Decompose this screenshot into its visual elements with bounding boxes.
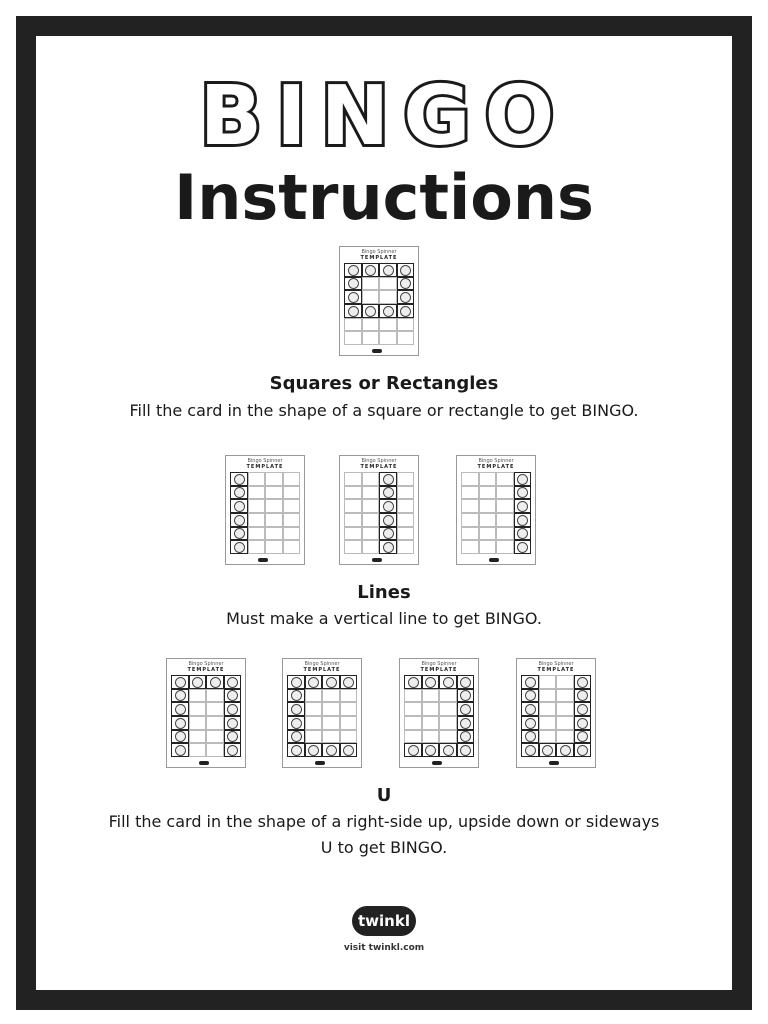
filled-cell <box>287 716 305 730</box>
empty-cell <box>283 540 301 554</box>
u-description-line-2: U to get BINGO. <box>320 838 448 857</box>
bingo-card-u-4 <box>516 658 596 768</box>
filled-cell <box>287 689 305 703</box>
empty-cell <box>344 318 362 332</box>
empty-cell <box>344 472 362 486</box>
empty-cell <box>344 527 362 541</box>
empty-cell <box>422 730 440 744</box>
empty-cell <box>556 730 574 744</box>
empty-cell <box>539 716 557 730</box>
card-subtitle: TEMPLATE <box>420 667 458 673</box>
empty-cell <box>479 472 497 486</box>
card-logo-icon <box>489 558 499 562</box>
empty-cell <box>206 743 224 757</box>
filled-cell <box>457 689 475 703</box>
card-subtitle: TEMPLATE <box>477 464 515 470</box>
bingo-card-u-3 <box>399 658 479 768</box>
card-title: Bingo Spinner <box>478 458 514 464</box>
empty-cell <box>556 675 574 689</box>
filled-cell <box>340 675 358 689</box>
filled-cell <box>397 290 415 304</box>
empty-cell <box>340 702 358 716</box>
filled-cell <box>379 304 397 318</box>
filled-cell <box>171 675 189 689</box>
empty-cell <box>206 702 224 716</box>
empty-cell <box>496 540 514 554</box>
filled-cell <box>379 472 397 486</box>
empty-cell <box>379 318 397 332</box>
filled-cell <box>404 675 422 689</box>
empty-cell <box>248 513 266 527</box>
filled-cell <box>404 743 422 757</box>
bingo-card-square <box>339 246 419 356</box>
filled-cell <box>457 716 475 730</box>
filled-cell <box>379 540 397 554</box>
empty-cell <box>248 499 266 513</box>
filled-cell <box>224 675 242 689</box>
filled-cell <box>514 499 532 513</box>
filled-cell <box>457 702 475 716</box>
filled-cell <box>379 486 397 500</box>
empty-cell <box>479 486 497 500</box>
filled-cell <box>362 304 380 318</box>
empty-cell <box>362 486 380 500</box>
empty-cell <box>189 743 207 757</box>
filled-cell <box>439 675 457 689</box>
filled-cell <box>189 675 207 689</box>
filled-cell <box>344 277 362 291</box>
empty-cell <box>283 486 301 500</box>
empty-cell <box>556 702 574 716</box>
empty-cell <box>362 290 380 304</box>
filled-cell <box>539 743 557 757</box>
filled-cell <box>171 743 189 757</box>
filled-cell <box>574 743 592 757</box>
filled-cell <box>171 689 189 703</box>
visit-link[interactable]: visit twinkl.com <box>343 943 425 953</box>
filled-cell <box>514 527 532 541</box>
filled-cell <box>344 263 362 277</box>
empty-cell <box>265 540 283 554</box>
filled-cell <box>379 263 397 277</box>
filled-cell <box>574 716 592 730</box>
filled-cell <box>521 675 539 689</box>
empty-cell <box>189 689 207 703</box>
empty-cell <box>322 730 340 744</box>
empty-cell <box>479 513 497 527</box>
empty-cell <box>340 689 358 703</box>
filled-cell <box>230 486 248 500</box>
lines-description: Must make a vertical line to get BINGO. <box>226 609 542 628</box>
empty-cell <box>322 716 340 730</box>
empty-cell <box>379 277 397 291</box>
empty-cell <box>189 716 207 730</box>
empty-cell <box>206 716 224 730</box>
empty-cell <box>461 499 479 513</box>
card-grid <box>344 263 414 345</box>
empty-cell <box>344 540 362 554</box>
filled-cell <box>521 730 539 744</box>
card-logo-icon <box>199 761 209 765</box>
empty-cell <box>344 499 362 513</box>
empty-cell <box>556 716 574 730</box>
empty-cell <box>556 689 574 703</box>
card-logo-icon <box>315 761 325 765</box>
empty-cell <box>461 540 479 554</box>
card-grid <box>404 675 474 757</box>
filled-cell <box>397 304 415 318</box>
empty-cell <box>362 331 380 345</box>
card-grid <box>230 472 300 554</box>
filled-cell <box>206 675 224 689</box>
filled-cell <box>514 540 532 554</box>
filled-cell <box>305 675 323 689</box>
filled-cell <box>439 743 457 757</box>
card-grid <box>171 675 241 757</box>
card-title: Bingo Spinner <box>361 249 397 255</box>
empty-cell <box>283 472 301 486</box>
empty-cell <box>397 499 415 513</box>
empty-cell <box>265 486 283 500</box>
empty-cell <box>422 702 440 716</box>
card-subtitle: TEMPLATE <box>187 667 225 673</box>
empty-cell <box>461 527 479 541</box>
empty-cell <box>283 499 301 513</box>
filled-cell <box>422 743 440 757</box>
empty-cell <box>344 331 362 345</box>
empty-cell <box>189 702 207 716</box>
empty-cell <box>322 689 340 703</box>
empty-cell <box>404 730 422 744</box>
card-grid <box>344 472 414 554</box>
empty-cell <box>404 702 422 716</box>
filled-cell <box>171 716 189 730</box>
empty-cell <box>461 486 479 500</box>
filled-cell <box>230 472 248 486</box>
card-logo-icon <box>372 349 382 353</box>
empty-cell <box>539 675 557 689</box>
empty-cell <box>496 486 514 500</box>
card-subtitle: TEMPLATE <box>360 255 398 261</box>
bingo-title: BINGO <box>199 69 569 164</box>
empty-cell <box>265 472 283 486</box>
u-heading: U <box>376 785 392 806</box>
filled-cell <box>171 730 189 744</box>
card-title: Bingo Spinner <box>538 661 574 667</box>
bingo-card-u-2 <box>282 658 362 768</box>
filled-cell <box>224 716 242 730</box>
empty-cell <box>344 486 362 500</box>
card-subtitle: TEMPLATE <box>303 667 341 673</box>
card-logo-icon <box>432 761 442 765</box>
card-grid <box>521 675 591 757</box>
filled-cell <box>230 513 248 527</box>
filled-cell <box>230 527 248 541</box>
filled-cell <box>224 743 242 757</box>
empty-cell <box>362 527 380 541</box>
empty-cell <box>189 730 207 744</box>
filled-cell <box>322 675 340 689</box>
filled-cell <box>574 689 592 703</box>
filled-cell <box>457 730 475 744</box>
empty-cell <box>479 540 497 554</box>
card-title: Bingo Spinner <box>304 661 340 667</box>
card-grid <box>287 675 357 757</box>
empty-cell <box>379 331 397 345</box>
empty-cell <box>404 716 422 730</box>
empty-cell <box>344 513 362 527</box>
empty-cell <box>265 527 283 541</box>
card-subtitle: TEMPLATE <box>246 464 284 470</box>
empty-cell <box>461 472 479 486</box>
lines-heading: Lines <box>357 582 411 603</box>
empty-cell <box>496 499 514 513</box>
empty-cell <box>265 513 283 527</box>
card-title: Bingo Spinner <box>421 661 457 667</box>
twinkl-logo: twinkl <box>352 906 416 936</box>
empty-cell <box>397 513 415 527</box>
filled-cell <box>574 730 592 744</box>
filled-cell <box>521 702 539 716</box>
empty-cell <box>322 702 340 716</box>
card-title: Bingo Spinner <box>188 661 224 667</box>
empty-cell <box>305 716 323 730</box>
empty-cell <box>479 527 497 541</box>
empty-cell <box>539 730 557 744</box>
empty-cell <box>362 513 380 527</box>
filled-cell <box>379 527 397 541</box>
bingo-card-line-2 <box>339 455 419 565</box>
empty-cell <box>404 689 422 703</box>
bingo-card-u-1 <box>166 658 246 768</box>
u-description-line-1: Fill the card in the shape of a right-side up, upside down or sideways <box>108 812 660 831</box>
filled-cell <box>224 730 242 744</box>
empty-cell <box>362 277 380 291</box>
filled-cell <box>556 743 574 757</box>
filled-cell <box>340 743 358 757</box>
empty-cell <box>439 730 457 744</box>
empty-cell <box>305 730 323 744</box>
filled-cell <box>287 730 305 744</box>
empty-cell <box>283 513 301 527</box>
filled-cell <box>287 743 305 757</box>
empty-cell <box>283 527 301 541</box>
empty-cell <box>362 499 380 513</box>
filled-cell <box>514 513 532 527</box>
card-title: Bingo Spinner <box>361 458 397 464</box>
empty-cell <box>397 540 415 554</box>
empty-cell <box>340 730 358 744</box>
empty-cell <box>496 527 514 541</box>
filled-cell <box>457 675 475 689</box>
empty-cell <box>439 716 457 730</box>
empty-cell <box>248 540 266 554</box>
empty-cell <box>265 499 283 513</box>
bingo-card-line-3 <box>456 455 536 565</box>
filled-cell <box>322 743 340 757</box>
empty-cell <box>439 689 457 703</box>
empty-cell <box>539 702 557 716</box>
empty-cell <box>422 716 440 730</box>
filled-cell <box>224 702 242 716</box>
card-grid <box>461 472 531 554</box>
empty-cell <box>539 689 557 703</box>
empty-cell <box>362 318 380 332</box>
filled-cell <box>171 702 189 716</box>
empty-cell <box>397 331 415 345</box>
empty-cell <box>248 527 266 541</box>
filled-cell <box>230 499 248 513</box>
empty-cell <box>422 689 440 703</box>
filled-cell <box>362 263 380 277</box>
empty-cell <box>496 472 514 486</box>
empty-cell <box>248 486 266 500</box>
filled-cell <box>422 675 440 689</box>
filled-cell <box>521 743 539 757</box>
empty-cell <box>496 513 514 527</box>
empty-cell <box>379 290 397 304</box>
card-logo-icon <box>258 558 268 562</box>
empty-cell <box>206 689 224 703</box>
empty-cell <box>397 318 415 332</box>
empty-cell <box>397 527 415 541</box>
filled-cell <box>574 702 592 716</box>
empty-cell <box>479 499 497 513</box>
filled-cell <box>574 675 592 689</box>
empty-cell <box>248 472 266 486</box>
filled-cell <box>287 702 305 716</box>
card-subtitle: TEMPLATE <box>537 667 575 673</box>
empty-cell <box>206 730 224 744</box>
empty-cell <box>340 716 358 730</box>
empty-cell <box>305 689 323 703</box>
filled-cell <box>397 263 415 277</box>
filled-cell <box>457 743 475 757</box>
filled-cell <box>344 304 362 318</box>
filled-cell <box>379 513 397 527</box>
squares-heading: Squares or Rectangles <box>269 373 499 394</box>
card-logo-icon <box>372 558 382 562</box>
empty-cell <box>461 513 479 527</box>
empty-cell <box>397 472 415 486</box>
bingo-card-line-1 <box>225 455 305 565</box>
empty-cell <box>362 472 380 486</box>
empty-cell <box>439 702 457 716</box>
filled-cell <box>287 675 305 689</box>
filled-cell <box>521 716 539 730</box>
card-subtitle: TEMPLATE <box>360 464 398 470</box>
filled-cell <box>397 277 415 291</box>
instructions-title: Instructions <box>174 161 594 234</box>
filled-cell <box>224 689 242 703</box>
filled-cell <box>379 499 397 513</box>
filled-cell <box>305 743 323 757</box>
filled-cell <box>230 540 248 554</box>
filled-cell <box>514 486 532 500</box>
card-logo-icon <box>549 761 559 765</box>
empty-cell <box>362 540 380 554</box>
filled-cell <box>514 472 532 486</box>
filled-cell <box>521 689 539 703</box>
squares-description: Fill the card in the shape of a square or rectangle to get BINGO. <box>129 401 639 420</box>
card-title: Bingo Spinner <box>247 458 283 464</box>
filled-cell <box>344 290 362 304</box>
empty-cell <box>397 486 415 500</box>
empty-cell <box>305 702 323 716</box>
